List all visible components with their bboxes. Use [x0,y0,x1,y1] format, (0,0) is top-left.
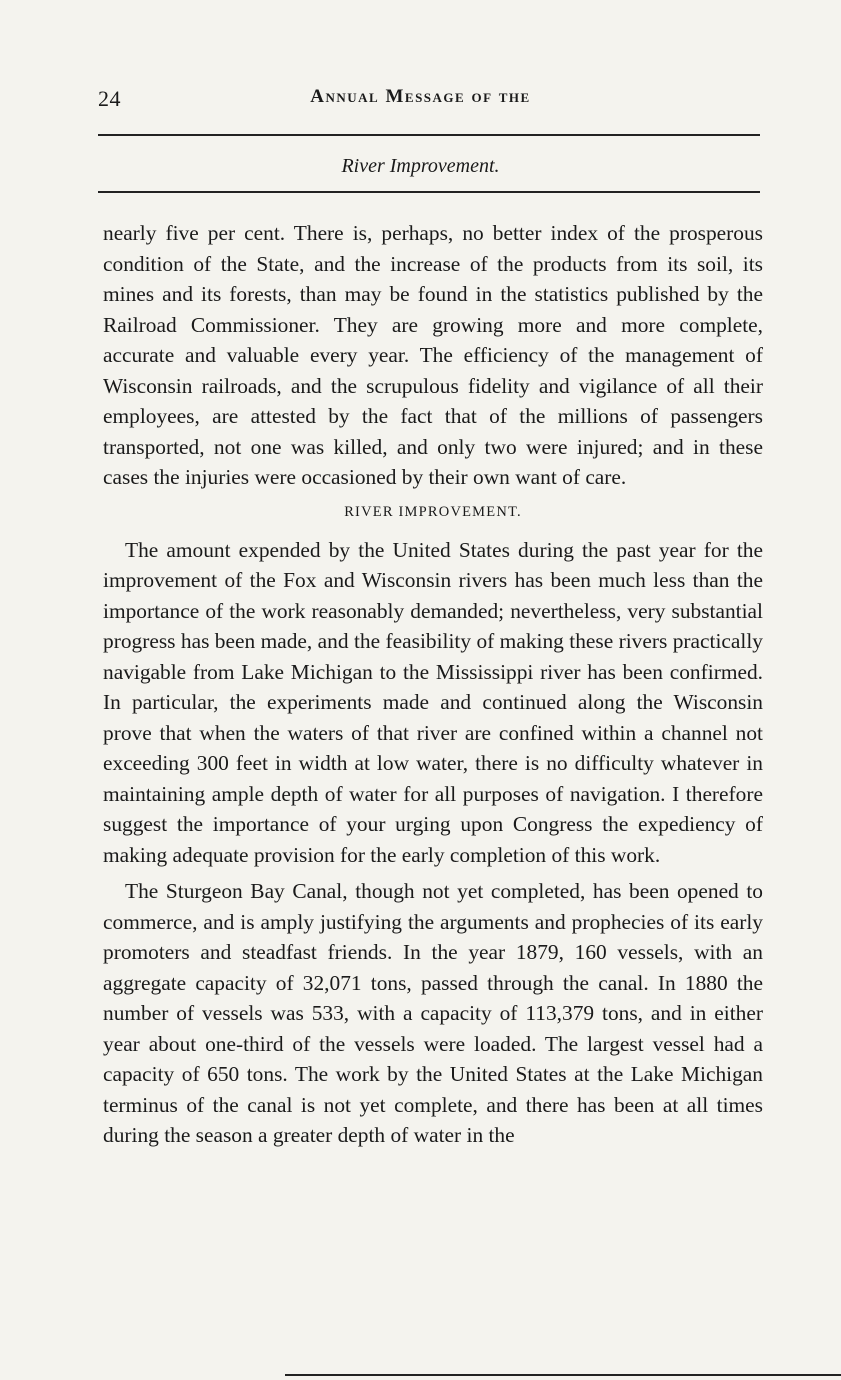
page-body [103,218,763,1151]
body-paragraph-2: The amount expended by the United States during the past year for the improvement of the Fox and Wisconsin rivers has been much less than the importance of the work reasonably demanded; nevertheless, very substantial progress has been made, and the feasibility of making these rivers practically navigable from Lake Michigan to the Mississippi river has been confirmed. In particular, the experiments made and continued along the Wisconsin prove that when the waters of that river are confined within a channel not exceeding 300 feet in width at low water, there is no difficulty whatever in maintaining ample depth of water for all purposes of navigation. I therefore suggest the importance of your urging upon Congress the expediency of making adequate provision for the early completion of this work. [103,537,763,867]
bottom-edge-rule [285,1374,841,1376]
page-number: 24 [98,86,121,111]
header-rule-top [98,134,760,136]
header-rule-bottom [98,191,760,193]
body-paragraph-3: The Sturgeon Bay Canal, though not yet completed, has been opened to commerce, and is amply justifying the arguments and prophecies of its early promoters and steadfast friends. In the year 1879, 160 vessels, with an aggregate capacity of 32,071 tons, passed through the canal. In 1880 the number of vessels was 533, with a capacity of 113,379 tons, and in either year about one-third of the vessels were loaded. The largest vessel had a capacity of 650 tons. The work by the United States at the Lake Michigan terminus of the canal is not yet complete, and there has been at all times during the season a greater depth of water in the [103,879,763,1147]
body-paragraph-1: nearly five per cent. There is, perhaps, no better index of the prosperous condition of the State, and the increase of the products from its soil, its mines and its forests, than may be found in the statistics published by the Railroad Commissioner. They are growing more and more complete, accurate and valuable every year. The efficiency of the management of Wisconsin railroads, and the scrupulous fidelity and vigilance of all their employees, are attested by the fact that of the millions of passengers transported, not one was killed, and only two were injured; and in these cases the injuries were occasioned by their own want of care. [103,221,763,489]
subsection-heading: RIVER IMPROVEMENT. [344,503,522,520]
section-title: River Improvement. [341,155,500,177]
running-title: Annual Message of the [310,86,531,107]
